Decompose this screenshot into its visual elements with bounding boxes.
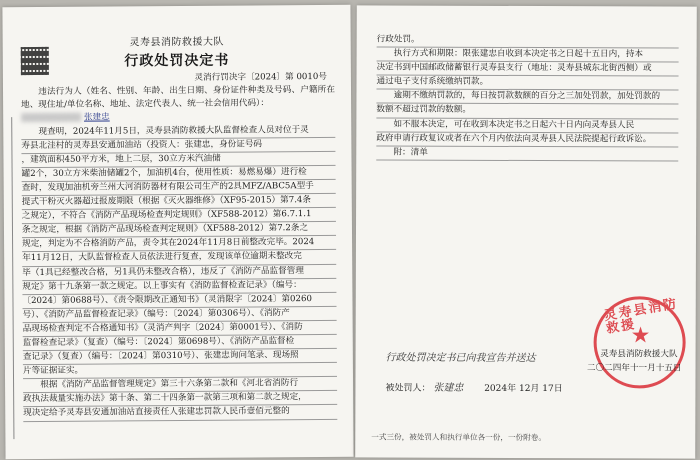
text-line: 之规定），不符合《消防产品现场检查判定规则》（XF588-2012）第6.7.1.1 [22,208,336,224]
text-line: 政府申请行政复议或者在六个月内依法向灵寿县人民法院提起行政诉讼。 [376,132,678,147]
document-title: 行政处罚决定书 [124,52,230,70]
text-line: 片等证据证实。 [23,363,337,379]
text-line: 现决定给予灵寿县安通加油站直接责任人张建忠罚款人民币壹佰元整的 [23,405,337,421]
text-line: ，建筑面积450平方米，地上二层，30立方米汽油储 [21,152,335,168]
org-signature: 灵寿县消防救援大队 [600,349,678,360]
text-line: 政执法裁量实施办法》第十条、第二十四条第一款第三项和第二款之规定， [23,391,337,407]
party-intro: 违法行为人（姓名、性别、年龄、出生日期、身份证件种类及号码、户籍所在地、现住址/单位名称、地址、法定代表人、统一社会信用代码）： [21,85,336,111]
text-line: 行政处罚。 [377,33,679,48]
text-line: 品现场检查判定不合格通知书》（灵消产判字〔2024〕第0001号）、《消防 [23,321,337,337]
decision-page-left [2,5,353,459]
issuing-org: 灵寿县消防救援大队 [129,36,224,49]
signature-name: 张建忠 [433,382,464,394]
text-line: 通过电子支付系统缴纳罚款。 [376,76,678,91]
text-line: 提式干粉灭火器超过报废期限（根据《灭火器维修》（XF95-2015）第7.4条 [22,194,336,210]
text-line: 规定，判定为不合格消防产品，责令其在2024年11月8日前整改完毕。2024 [22,236,336,252]
text-line: 如不服本决定，可在收到本决定书之日起六十日内向灵寿县人民 [376,118,678,133]
qr-code-icon [21,47,49,75]
text-line: 决定书到中国邮政储蓄银行灵寿县支行（地址：灵寿县城东北街西侧）或 [377,62,679,77]
text-line: 根据《消防产品监督管理规定》第三十六条第二款和《河北省消防行 [23,377,337,393]
text-line: 查时，发现加油机旁兰州大河消防器材有限公司生产的2具MFZ/ABC5A型手 [22,180,336,196]
text-line: 现查明，2024年11月5日，灵寿县消防救援大队监督检查人员对位于灵 [21,123,335,139]
text-line: 寿县北洼村的灵寿县安通加油站（投资人：张建忠，身份证号码 [21,138,335,154]
text-line: 查记录》（复查）（编号：〔2024〕第0310号）、张建忠询问笔录、现场照 [23,349,337,365]
decision-date: 二〇二四年十一月十五日 [586,363,682,374]
text-line: 年11月12日，大队监督检查人员依法进行复查，发现该单位逾期未整改完 [22,250,336,266]
findings-body [3,123,353,421]
text-line: 〔2024〕第0688号）、《责令限期改正通知书》（灵消限字〔2024〕第0260 [22,293,336,309]
text-line: 条之规定，根据《消防产品现场检查判定规则》（XF588-2012）第7.2条之 [22,222,336,238]
text-line: 逾期不缴纳罚款的，每日按罚款数额的百分之三加处罚款，加处罚款的 [376,90,678,105]
signed-label: 被处罚人： [385,383,431,394]
text-line: 附：清单 [376,146,678,161]
handwritten-acknowledgement [386,352,666,366]
text-line: 执行方式和期限：限张建忠自收到本决定书之日起十五日内，持本 [377,48,679,63]
text-line: 数额不超过罚款的数额。 [376,104,678,119]
signed-date: 2024年 12月 17日 [484,383,563,395]
seal-text: 灵寿县消防救援 [602,296,680,337]
text-line: 监督检查记录》（复查）（编号：〔2024〕第0698号）、《消防产品监督检 [23,335,337,351]
text-line: 号）、《消防产品监督检查记录》（编号：〔2024〕第0306号）、《消防产 [23,307,337,323]
text-line: 规定》第十九条第一款之规定。以上事实有《消防监督检查记录》（编号： [22,278,336,294]
text-line: 罐2个，30立方米柴油储罐2个，加油机4台，使用性质：易燃易爆）进行检 [22,166,336,182]
text-line: 毕（1具已经整改合格，另1具仍未整改合格），违反了《消防产品监督管理 [22,264,336,280]
footer-note: 一式三份，被处罚人和执行单位各一份，一份附卷。 [371,432,546,442]
decision-page-right [355,5,697,458]
decision-body [356,5,697,161]
seal-star-icon: ★ [630,323,651,349]
signature-row [385,382,562,397]
document-number: 灵消行罚决字〔2024〕第 0010号 [194,72,327,84]
party-name: 张建忠 [83,112,110,124]
handwritten-note: 行政处罚决定书已向我宣告并送达 [385,352,536,365]
party-name-blurred [21,113,81,122]
